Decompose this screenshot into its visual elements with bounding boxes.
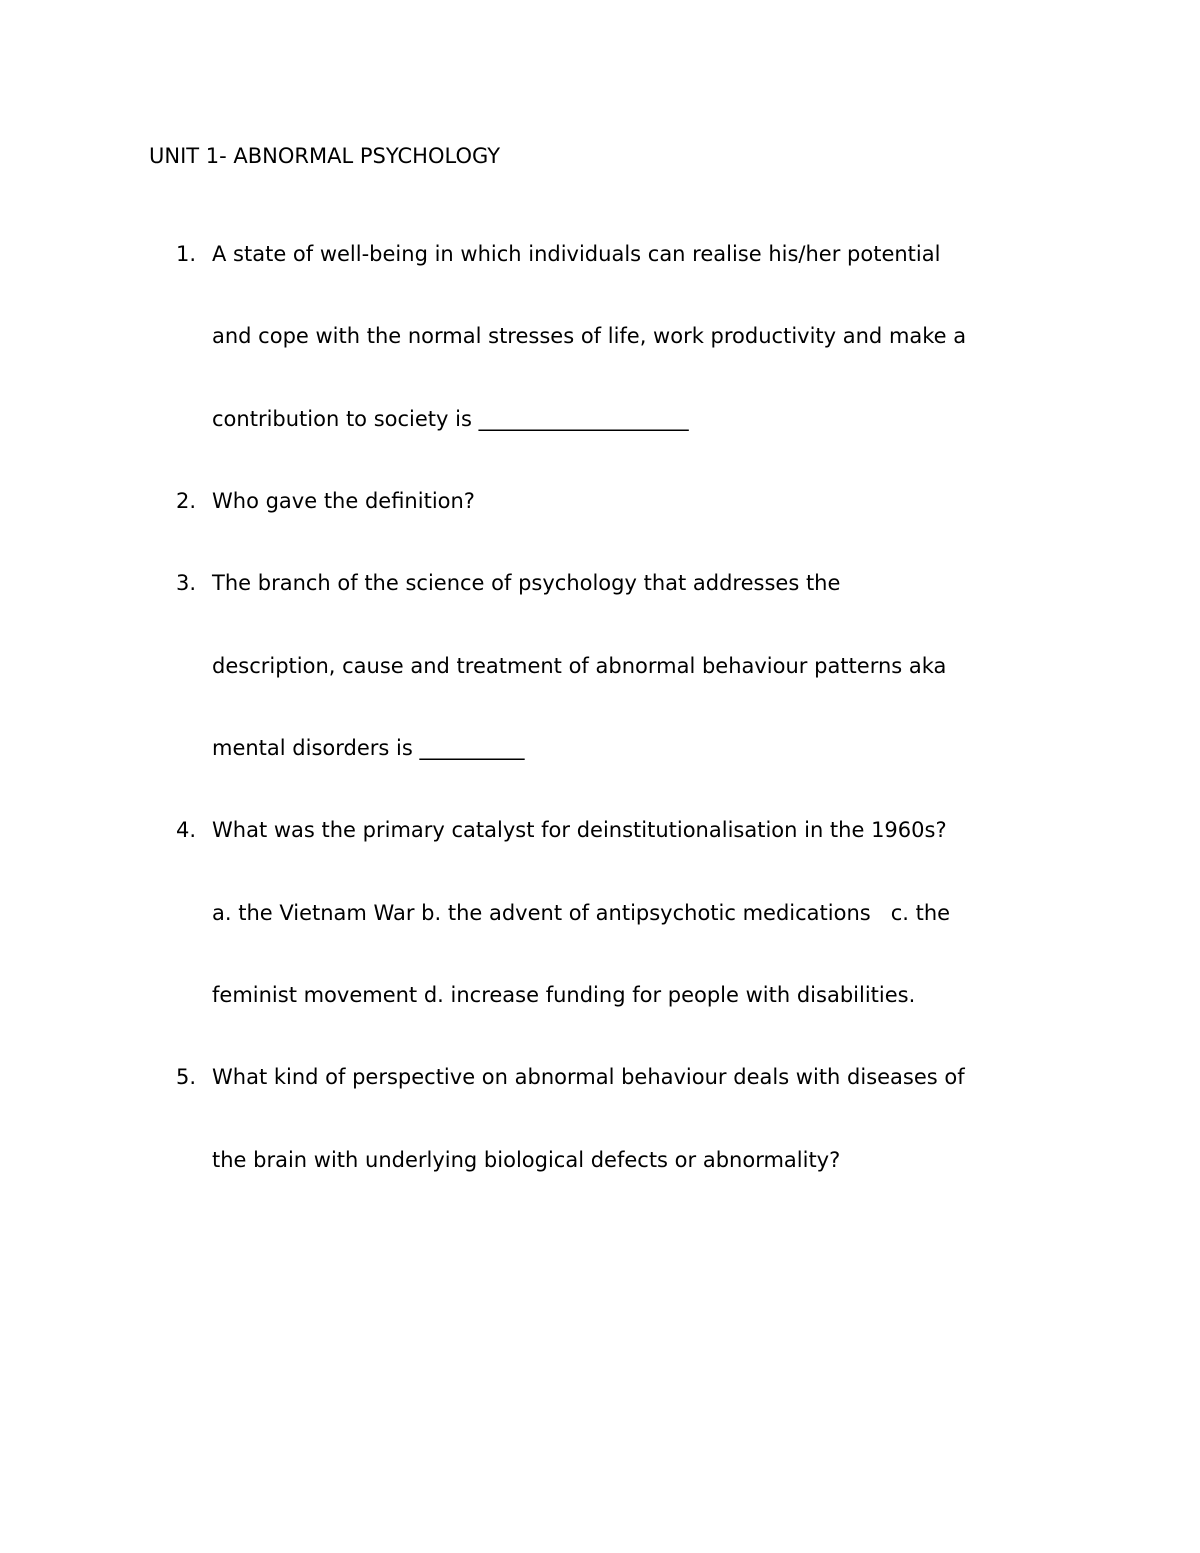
question-number: 3. — [176, 571, 197, 595]
question-number: 4. — [176, 818, 197, 842]
question-text-line: What kind of perspective on abnormal behaviour deals with diseases of — [212, 1065, 965, 1089]
question-number: 5. — [176, 1065, 197, 1089]
question-options-line: a. the Vietnam War b. the advent of antipsychotic medications c. the — [212, 901, 951, 925]
question-text-line: mental disorders is __________ — [212, 736, 525, 760]
question-text-line: the brain with underlying biological defects or abnormality? — [212, 1148, 841, 1172]
question-options-line: feminist movement d. increase funding for people with disabilities. — [212, 983, 916, 1007]
question-text-line: description, cause and treatment of abnormal behaviour patterns aka — [212, 654, 947, 678]
question-number: 1. — [176, 242, 197, 266]
question-text-line: The branch of the science of psychology that addresses the — [212, 571, 841, 595]
question-text-line: Who gave the definition? — [212, 489, 475, 513]
question-text-line: What was the primary catalyst for deinstitutionalisation in the 1960s? — [212, 818, 947, 842]
page-title: UNIT 1- ABNORMAL PSYCHOLOGY — [149, 144, 501, 168]
question-number: 2. — [176, 489, 197, 513]
question-text-line: and cope with the normal stresses of life, work productivity and make a — [212, 324, 967, 348]
question-text-line: contribution to society is ____________________ — [212, 407, 689, 431]
question-text-line: A state of well-being in which individuals can realise his/her potential — [212, 242, 941, 266]
